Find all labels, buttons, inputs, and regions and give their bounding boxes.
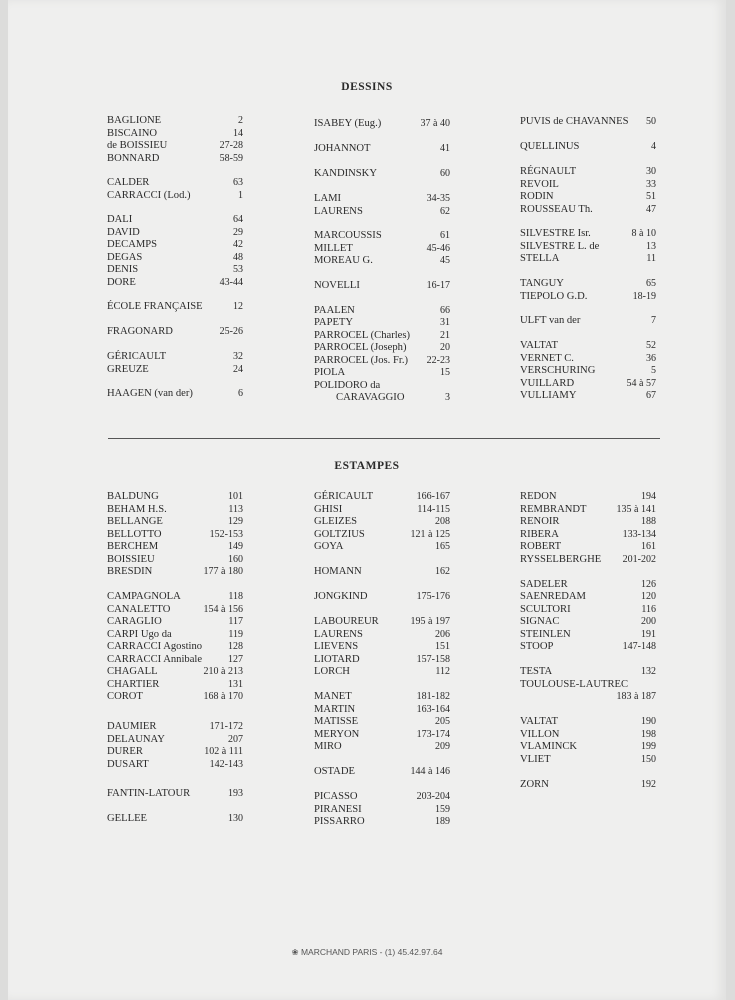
- lot-numbers: 25-26: [219, 326, 243, 337]
- lot-numbers: 194: [641, 491, 656, 502]
- lot-numbers: 133-134: [622, 528, 656, 540]
- lot-numbers: 66: [440, 304, 450, 316]
- artist-name: LAURENS: [314, 205, 363, 217]
- lot-numbers: 201-202: [622, 553, 656, 565]
- artist-name: BERCHEM: [107, 541, 159, 552]
- artist-name: DEGAS: [107, 251, 143, 263]
- artist-name: BELLOTTO: [107, 528, 162, 540]
- lot-numbers: 101: [228, 491, 243, 502]
- lot-numbers: 188: [641, 516, 656, 527]
- lot-numbers: 147-148: [622, 641, 656, 652]
- lot-numbers: 20: [440, 342, 450, 353]
- artist-name: GÉRICAULT: [314, 491, 374, 502]
- lot-numbers: 15: [440, 367, 450, 378]
- artist-name: PUVIS de CHAVANNES: [520, 116, 629, 127]
- lot-numbers: 131: [228, 678, 243, 690]
- lot-numbers: 144 à 146: [410, 766, 450, 777]
- artist-name: VALTAT: [520, 340, 559, 351]
- lot-numbers: 161: [641, 541, 656, 552]
- lot-numbers: 209: [435, 741, 450, 752]
- artist-name: BAGLIONE: [107, 115, 162, 126]
- lot-numbers: 45-46: [426, 242, 450, 254]
- lot-numbers: 52: [646, 340, 656, 351]
- artist-name: BOISSIEU: [107, 553, 155, 565]
- lot-numbers: 21: [440, 329, 450, 341]
- artist-name: JOHANNOT: [314, 143, 371, 154]
- lot-numbers: 32: [233, 351, 243, 362]
- artist-name: SCULTORI: [520, 603, 571, 615]
- lot-numbers: 50: [646, 116, 656, 127]
- artist-name: DORE: [107, 276, 136, 288]
- lot-numbers: 18-19: [632, 290, 656, 302]
- lot-numbers: 58-59: [219, 152, 243, 164]
- artist-name: STELLA: [520, 253, 560, 264]
- section-title-dessins: DESSINS: [341, 81, 393, 93]
- artist-name: LAMI: [314, 193, 342, 204]
- lot-numbers: 151: [435, 641, 450, 652]
- artist-name: OSTADE: [314, 766, 355, 777]
- lot-numbers: 37 à 40: [420, 118, 450, 129]
- lot-numbers: 154 à 156: [203, 603, 243, 615]
- artist-name: CARRACCI Annibale: [107, 653, 203, 665]
- lot-numbers: 181-182: [416, 691, 450, 702]
- lot-numbers: 64: [233, 214, 243, 225]
- artist-name: STOOP: [520, 641, 554, 652]
- lot-numbers: 116: [641, 603, 656, 615]
- lot-numbers: 12: [233, 301, 243, 312]
- lot-numbers: 33: [646, 178, 656, 190]
- artist-name: LORCH: [314, 666, 350, 677]
- lot-numbers: 53: [233, 264, 243, 275]
- artist-name: REDON: [520, 491, 557, 502]
- artist-name: CARAGLIO: [107, 616, 162, 627]
- artist-name: RYSSELBERGHE: [520, 553, 602, 565]
- lot-numbers: 162: [435, 566, 450, 577]
- lot-numbers: 6: [238, 388, 243, 399]
- artist-name: HOMANN: [314, 566, 362, 577]
- artist-name: PIRANESI: [314, 803, 362, 815]
- artist-name: KANDINSKY: [314, 168, 377, 179]
- lot-numbers: 47: [646, 203, 656, 215]
- lot-numbers: 60: [440, 168, 450, 179]
- artist-name: DECAMPS: [107, 239, 158, 250]
- lot-numbers: 168 à 170: [203, 691, 243, 702]
- artist-name: RÉGNAULT: [520, 166, 577, 177]
- artist-name: QUELLINUS: [520, 141, 580, 152]
- lot-numbers: 159: [435, 803, 450, 815]
- lot-numbers: 199: [641, 741, 656, 752]
- lot-numbers: 3: [445, 391, 450, 403]
- artist-name: SILVESTRE L. de: [520, 240, 600, 252]
- artist-name: CARPI Ugo da: [107, 628, 172, 640]
- lot-numbers: 128: [228, 641, 243, 652]
- footer-imprint: ❀ MARCHAND PARIS - (1) 45.42.97.64: [291, 947, 443, 957]
- artist-name: SILVESTRE Isr.: [520, 228, 591, 239]
- artist-name: SADELER: [520, 578, 568, 590]
- artist-name: LAURENS: [314, 628, 363, 640]
- artist-name: REMBRANDT: [520, 503, 587, 515]
- artist-name: DENIS: [107, 264, 139, 275]
- lot-numbers: 14: [233, 127, 243, 139]
- artist-name: NOVELLI: [314, 280, 360, 291]
- lot-numbers: 118: [228, 591, 243, 602]
- lot-numbers: 129: [228, 516, 243, 527]
- lot-numbers: 183 à 187: [616, 690, 656, 702]
- lot-numbers: 126: [641, 578, 656, 590]
- artist-name: DALI: [107, 214, 133, 225]
- artist-name: LIOTARD: [314, 653, 360, 665]
- lot-numbers: 189: [435, 816, 450, 827]
- lot-numbers: 5: [651, 365, 656, 376]
- lot-numbers: 45: [440, 255, 450, 266]
- lot-numbers: 29: [233, 226, 243, 238]
- lot-numbers: 173-174: [416, 728, 450, 740]
- lot-numbers: 119: [228, 628, 243, 640]
- artist-name: GELLEE: [107, 813, 148, 824]
- artist-name: FRAGONARD: [107, 326, 173, 337]
- lot-numbers: 192: [641, 778, 656, 790]
- lot-numbers: 7: [651, 315, 656, 326]
- artist-name: FANTIN-LATOUR: [107, 788, 191, 799]
- artist-name: BRESDIN: [107, 566, 153, 577]
- artist-name: ROBERT: [520, 541, 562, 552]
- lot-numbers: 210 à 213: [203, 666, 243, 677]
- lot-numbers: 16-17: [426, 280, 450, 291]
- artist-name: GOYA: [314, 541, 344, 552]
- artist-name: VLAMINCK: [520, 741, 578, 752]
- artist-name: BONNARD: [107, 152, 160, 164]
- lot-numbers: 62: [440, 205, 450, 217]
- lot-numbers: 198: [641, 728, 656, 740]
- lot-numbers: 36: [646, 352, 656, 364]
- artist-name: ROUSSEAU Th.: [520, 203, 593, 215]
- lot-numbers: 208: [435, 516, 450, 527]
- artist-name: DURER: [107, 746, 143, 757]
- artist-name: CARRACCI (Lod.): [107, 189, 191, 201]
- lot-numbers: 48: [233, 251, 243, 263]
- artist-name: RIBERA: [520, 528, 559, 540]
- artist-name: GHISI: [314, 503, 343, 515]
- artist-name: DELAUNAY: [107, 733, 165, 745]
- lot-numbers: 54 à 57: [626, 377, 656, 389]
- artist-name: MIRO: [314, 741, 342, 752]
- artist-name: PICASSO: [314, 791, 358, 802]
- artist-name: VERNET C.: [520, 352, 574, 364]
- lot-numbers: 1: [238, 189, 243, 201]
- artist-name: CARRACCI Agostino: [107, 641, 203, 652]
- artist-name: DAVID: [107, 226, 140, 238]
- lot-numbers: 132: [641, 666, 656, 677]
- artist-name: REVOIL: [520, 178, 559, 190]
- lot-numbers: 24: [233, 363, 243, 375]
- lot-numbers: 175-176: [416, 591, 450, 602]
- artist-name: PARROCEL (Jos. Fr.): [314, 354, 408, 366]
- lot-numbers: 61: [440, 230, 450, 241]
- lot-numbers: 163-164: [416, 703, 450, 715]
- artist-name: MANET: [314, 691, 352, 702]
- artist-name: TANGUY: [520, 278, 564, 289]
- artist-name: PAALEN: [314, 304, 355, 316]
- artist-name: HAAGEN (van der): [107, 388, 193, 399]
- lot-numbers: 195 à 197: [410, 616, 450, 627]
- lot-numbers: 51: [646, 191, 656, 202]
- lot-numbers: 200: [641, 616, 656, 627]
- artist-name: GLEIZES: [314, 516, 357, 527]
- lot-numbers: 30: [646, 166, 656, 177]
- lot-numbers: 113: [228, 503, 243, 515]
- artist-name: LABOUREUR: [314, 616, 379, 627]
- artist-name: BALDUNG: [107, 491, 159, 502]
- lot-numbers: 193: [228, 788, 243, 799]
- artist-name: ÉCOLE FRANÇAISE: [107, 301, 203, 312]
- artist-name: COROT: [107, 691, 143, 702]
- lot-numbers: 150: [641, 753, 656, 765]
- lot-numbers: 165: [435, 541, 450, 552]
- artist-name: STEINLEN: [520, 628, 571, 640]
- artist-name: VUILLARD: [520, 377, 575, 389]
- lot-numbers: 102 à 111: [204, 746, 243, 757]
- artist-name: VERSCHURING: [520, 365, 596, 376]
- artist-name: VULLIAMY: [520, 390, 577, 401]
- artist-name: VALTAT: [520, 716, 559, 727]
- artist-name: GREUZE: [107, 363, 149, 375]
- artist-name: de BOISSIEU: [107, 140, 168, 151]
- artist-name: VLIET: [520, 753, 551, 765]
- lot-numbers: 142-143: [209, 758, 243, 770]
- artist-name: LIEVENS: [314, 641, 359, 652]
- lot-numbers: 157-158: [416, 653, 450, 665]
- lot-numbers: 11: [646, 253, 656, 264]
- artist-name: VILLON: [520, 728, 560, 740]
- lot-numbers: 171-172: [209, 721, 243, 732]
- artist-name: POLIDORO da: [314, 379, 381, 391]
- artist-name: DAUMIER: [107, 721, 157, 732]
- artist-name: CHAGALL: [107, 666, 158, 677]
- artist-name: JONGKIND: [314, 591, 368, 602]
- artist-name: PARROCEL (Charles): [314, 329, 411, 341]
- artist-name: BEHAM H.S.: [107, 503, 167, 515]
- section-divider: [108, 438, 660, 439]
- artist-name: MARCOUSSIS: [314, 230, 382, 241]
- artist-name: ULFT van der: [520, 315, 581, 326]
- lot-numbers: 121 à 125: [410, 528, 450, 540]
- lot-numbers: 120: [641, 591, 656, 602]
- artist-name: SAENREDAM: [520, 591, 586, 602]
- artist-name: CANALETTO: [107, 603, 171, 615]
- artist-name: MATISSE: [314, 716, 359, 727]
- artist-name: TOULOUSE-LAUTREC: [520, 678, 629, 690]
- lot-numbers: 177 à 180: [203, 566, 243, 577]
- artist-name: CALDER: [107, 177, 150, 188]
- lot-numbers: 166-167: [416, 491, 450, 502]
- lot-numbers: 67: [646, 390, 656, 401]
- catalogue-index-page: [8, 0, 726, 1000]
- artist-name: CAMPAGNOLA: [107, 591, 181, 602]
- lot-numbers: 13: [646, 240, 656, 252]
- artist-name: PISSARRO: [314, 816, 365, 827]
- lot-numbers: 130: [228, 813, 243, 824]
- lot-numbers: 149: [228, 541, 243, 552]
- lot-numbers: 191: [641, 628, 656, 640]
- lot-numbers: 207: [228, 733, 243, 745]
- lot-numbers: 114-115: [417, 503, 450, 515]
- lot-numbers: 22-23: [426, 354, 450, 366]
- lot-numbers: 203-204: [416, 791, 450, 802]
- artist-name: MILLET: [314, 242, 353, 254]
- artist-name: BISCAINO: [107, 127, 158, 139]
- artist-name: ISABEY (Eug.): [314, 118, 382, 129]
- artist-name: MARTIN: [314, 703, 356, 715]
- lot-numbers: 65: [646, 278, 656, 289]
- lot-numbers: 4: [651, 141, 656, 152]
- lot-numbers: 43-44: [219, 276, 243, 288]
- artist-name: DUSART: [107, 758, 149, 770]
- lot-numbers: 31: [440, 317, 450, 328]
- lot-numbers: 205: [435, 716, 450, 727]
- artist-name: PIOLA: [314, 367, 346, 378]
- artist-name: PAPETY: [314, 317, 354, 328]
- artist-name: TIEPOLO G.D.: [520, 290, 588, 302]
- lot-numbers: 112: [435, 666, 450, 677]
- lot-numbers: 127: [228, 653, 243, 665]
- lot-numbers: 117: [228, 616, 243, 627]
- lot-numbers: 152-153: [209, 528, 243, 540]
- artist-name: TESTA: [520, 666, 553, 677]
- artist-name: SIGNAC: [520, 616, 560, 627]
- artist-name: GÉRICAULT: [107, 351, 167, 362]
- lot-numbers: 42: [233, 239, 243, 250]
- lot-numbers: 41: [440, 143, 450, 154]
- artist-name: GOLTZIUS: [314, 528, 365, 540]
- lot-numbers: 2: [238, 115, 243, 126]
- artist-name: BELLANGE: [107, 516, 163, 527]
- artist-name: RODIN: [520, 191, 554, 202]
- artist-name: CHARTIER: [107, 678, 160, 690]
- lot-numbers: 34-35: [426, 193, 450, 204]
- lot-numbers: 190: [641, 716, 656, 727]
- section-title-estampes: ESTAMPES: [334, 460, 400, 472]
- lot-numbers: 27-28: [219, 140, 243, 151]
- lot-numbers: 135 à 141: [616, 503, 656, 515]
- lot-numbers: 8 à 10: [631, 228, 656, 239]
- artist-name: PARROCEL (Joseph): [314, 342, 407, 353]
- artist-name: MERYON: [314, 728, 360, 740]
- artist-name: ZORN: [520, 778, 549, 790]
- artist-name: RENOIR: [520, 516, 560, 527]
- lot-numbers: 206: [435, 628, 450, 640]
- lot-numbers: 160: [228, 553, 243, 565]
- artist-name-continued: CARAVAGGIO: [336, 391, 405, 403]
- lot-numbers: 63: [233, 177, 243, 188]
- artist-name: MOREAU G.: [314, 255, 373, 266]
